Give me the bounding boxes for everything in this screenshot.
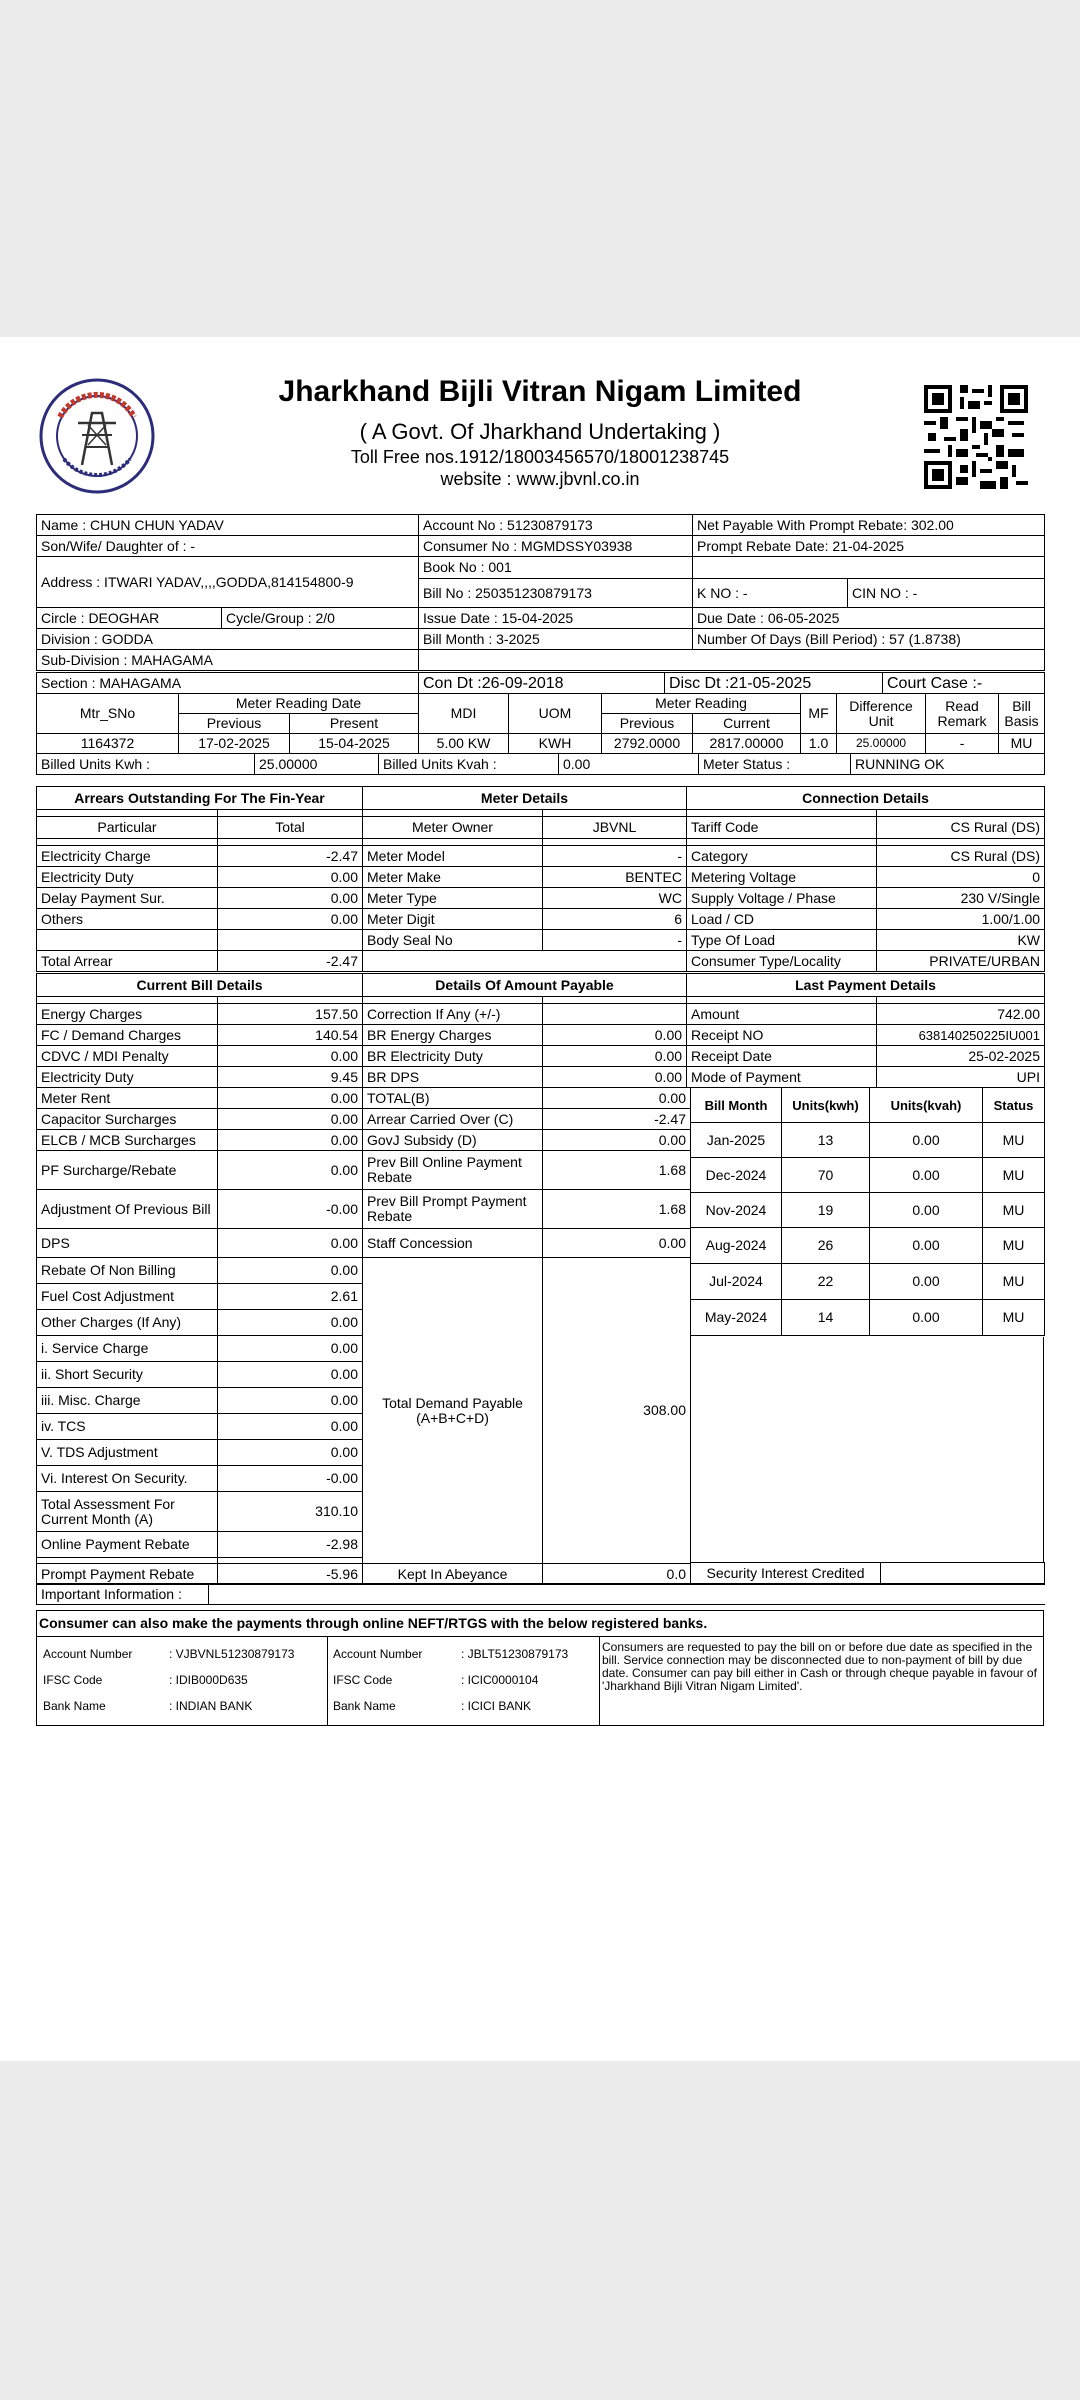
empty-cell <box>363 951 687 972</box>
meter-detail-label: Meter Make <box>363 867 543 888</box>
arrear-label: Electricity Charge <box>37 846 218 867</box>
history-month: Dec-2024 <box>691 1158 782 1193</box>
account-number: : JBLT51230879173 <box>461 1646 569 1661</box>
payable-label: BR Electricity Duty <box>363 1046 543 1067</box>
bill-item-label: Vi. Interest On Security. <box>37 1466 218 1492</box>
empty-cell <box>693 557 1045 579</box>
history-status: MU <box>983 1300 1045 1336</box>
current-reading: 2817.00000 <box>693 734 801 754</box>
total-arrear-value: -2.47 <box>218 951 363 972</box>
circle: Circle : DEOGHAR <box>37 608 222 629</box>
company-title: Jharkhand Bijli Vitran Nigam Limited <box>278 375 802 408</box>
bill-item-label: Other Charges (If Any) <box>37 1310 218 1336</box>
connection-value: 230 V/Single <box>877 888 1045 909</box>
history-row <box>691 1193 1045 1228</box>
divider <box>37 1636 1043 1637</box>
arrear-value <box>218 930 363 951</box>
important-info-label: Important Information : <box>37 1584 209 1605</box>
ifsc-code: : ICIC0000104 <box>461 1672 539 1687</box>
account-number: : VJBVNL51230879173 <box>169 1646 295 1661</box>
history-status: MU <box>983 1264 1045 1300</box>
division: Division : GODDA <box>37 629 419 650</box>
history-kwh-header: Units(kwh) <box>782 1088 870 1123</box>
meter-detail-label: Meter Model <box>363 846 543 867</box>
bank-2-details <box>329 1641 597 1719</box>
section-row-table <box>36 672 1045 694</box>
meter-detail-label: Body Seal No <box>363 930 543 951</box>
connection-value: KW <box>877 930 1045 951</box>
bank-1-details <box>39 1641 325 1719</box>
tariff-code-value: CS Rural (DS) <box>877 817 1045 839</box>
payable-value: -2.47 <box>543 1109 691 1130</box>
neft-notice: Consumer can also make the payments through online NEFT/RTGS with the below registered banks. <box>39 1615 708 1631</box>
bank-details-box <box>36 1610 1044 1726</box>
consumer-type-value: PRIVATE/URBAN <box>877 951 1045 972</box>
history-status-header: Status <box>983 1088 1045 1123</box>
payable-value: 0.00 <box>543 1025 687 1046</box>
bill-item-label: V. TDS Adjustment <box>37 1440 218 1466</box>
cin-no: CIN NO : - <box>848 579 1045 608</box>
present-reading-date: 15-04-2025 <box>290 734 419 754</box>
bill-item-label: Energy Charges <box>37 1004 218 1025</box>
meter-detail-value: WC <box>543 888 687 909</box>
bill-item-value: 140.54 <box>218 1025 363 1046</box>
arrear-label: Others <box>37 909 218 930</box>
total-demand-value: 308.00 <box>543 1258 691 1564</box>
bill-item-value: 0.00 <box>218 1088 363 1109</box>
important-info-value <box>209 1584 1045 1605</box>
bill-item-value: -0.00 <box>218 1466 363 1492</box>
bill-item-label: DPS <box>37 1229 218 1258</box>
prompt-rebate-value: -5.96 <box>218 1564 363 1585</box>
payable-value <box>543 1004 687 1025</box>
history-row <box>691 1228 1045 1264</box>
history-kvah: 0.00 <box>870 1264 983 1300</box>
last-payment-value: 25-02-2025 <box>877 1046 1045 1067</box>
connection-label: Load / CD <box>687 909 877 930</box>
ifsc-label: IFSC Code <box>43 1672 103 1687</box>
connection-value: 0 <box>877 867 1045 888</box>
bill-month: Bill Month : 3-2025 <box>419 629 693 650</box>
arrears-meter-connection-table <box>36 786 1045 972</box>
history-kvah: 0.00 <box>870 1158 983 1193</box>
consumer-no: Consumer No : MGMDSSY03938 <box>419 536 693 557</box>
read-remark-header: Read Remark <box>926 694 999 734</box>
arrear-label: Electricity Duty <box>37 867 218 888</box>
previous-reading-date: 17-02-2025 <box>179 734 290 754</box>
payable-value: 0.00 <box>543 1229 691 1258</box>
billed-kwh-label: Billed Units Kwh : <box>37 754 255 775</box>
payable-label: Prev Bill Online Payment Rebate <box>363 1151 543 1190</box>
bill-item-label: ii. Short Security <box>37 1362 218 1388</box>
connection-value: CS Rural (DS) <box>877 846 1045 867</box>
difference-unit-header: Difference Unit <box>837 694 926 734</box>
payable-value: 0.00 <box>543 1130 691 1151</box>
bill-days: Number Of Days (Bill Period) : 57 (1.8738) <box>693 629 1045 650</box>
history-row <box>691 1300 1045 1336</box>
consumer-type-label: Consumer Type/Locality <box>687 951 877 972</box>
payable-value: 0.00 <box>543 1088 691 1109</box>
arrear-label: Delay Payment Sur. <box>37 888 218 909</box>
online-rebate-value: -2.98 <box>218 1532 363 1558</box>
empty-panel <box>690 1337 1044 1562</box>
payable-label: Arrear Carried Over (C) <box>363 1109 543 1130</box>
uom-value: KWH <box>509 734 602 754</box>
connection-value: 1.00/1.00 <box>877 909 1045 930</box>
mdi-header: MDI <box>419 694 509 734</box>
prompt-rebate-label: Prompt Payment Rebate <box>37 1564 218 1585</box>
mtr-sno-header: Mtr_SNo <box>37 694 179 734</box>
total-assessment-label: Total Assessment For Current Month (A) <box>37 1492 218 1532</box>
prompt-rebate-date: Prompt Rebate Date: 21-04-2025 <box>693 536 1045 557</box>
bill-item-label: CDVC / MDI Penalty <box>37 1046 218 1067</box>
bill-item-label: Electricity Duty <box>37 1067 218 1088</box>
meter-owner-label: Meter Owner <box>363 817 543 839</box>
connection-date: Con Dt :26-09-2018 <box>419 673 665 694</box>
meter-detail-value: 6 <box>543 909 687 930</box>
consumer-info-table <box>36 514 1045 671</box>
bank-name: : INDIAN BANK <box>169 1698 253 1713</box>
ifsc-label: IFSC Code <box>333 1672 393 1687</box>
meter-detail-label: Meter Type <box>363 888 543 909</box>
history-kvah: 0.00 <box>870 1193 983 1228</box>
issue-date: Issue Date : 15-04-2025 <box>419 608 693 629</box>
read-remark: - <box>926 734 999 754</box>
history-month: Aug-2024 <box>691 1228 782 1264</box>
history-row <box>691 1264 1045 1300</box>
ifsc-code: : IDIB000D635 <box>169 1672 248 1687</box>
history-kwh: 14 <box>782 1300 870 1336</box>
company-subtitle: ( A Govt. Of Jharkhand Undertaking ) <box>359 419 721 444</box>
billed-kvah-label: Billed Units Kvah : <box>379 754 559 775</box>
last-payment-label: Amount <box>687 1004 877 1025</box>
account-number-label: Account Number <box>333 1646 423 1661</box>
arrears-title: Arrears Outstanding For The Fin-Year <box>37 787 363 810</box>
abeyance-label: Kept In Abeyance <box>363 1564 543 1585</box>
history-kvah: 0.00 <box>870 1228 983 1264</box>
meter-details-title: Meter Details <box>363 787 687 810</box>
empty-cell <box>419 650 1045 671</box>
bill-basis: MU <box>999 734 1045 754</box>
arrear-value: 0.00 <box>218 867 363 888</box>
bill-item-label: PF Surcharge/Rebate <box>37 1151 218 1190</box>
history-row <box>691 1158 1045 1193</box>
history-month: Jan-2025 <box>691 1123 782 1158</box>
account-no: Account No : 51230879173 <box>419 515 693 536</box>
meter-reading-table <box>36 693 1045 754</box>
connection-label: Supply Voltage / Phase <box>687 888 877 909</box>
bill-item-value: 0.00 <box>218 1414 363 1440</box>
disconnection-date: Disc Dt :21-05-2025 <box>665 673 883 694</box>
bill-item-value: 0.00 <box>218 1229 363 1258</box>
bank-name: : ICICI BANK <box>461 1698 532 1713</box>
particular-header: Particular <box>37 817 218 839</box>
payable-label: Staff Concession <box>363 1229 543 1258</box>
total-demand-label: Total Demand Payable (A+B+C+D) <box>363 1258 543 1564</box>
arrear-value: 0.00 <box>218 909 363 930</box>
connection-details-title: Connection Details <box>687 787 1045 810</box>
history-kwh: 70 <box>782 1158 870 1193</box>
history-status: MU <box>983 1123 1045 1158</box>
last-payment-label: Mode of Payment <box>687 1067 877 1088</box>
payable-value: 0.00 <box>543 1067 687 1088</box>
history-row <box>691 1123 1045 1158</box>
history-status: MU <box>983 1228 1045 1264</box>
toll-free-numbers: Toll Free nos.1912/18003456570/18001238745 <box>350 447 730 467</box>
bill-item-value: 0.00 <box>218 1258 363 1284</box>
previous-reading: 2792.0000 <box>602 734 693 754</box>
history-status: MU <box>983 1193 1045 1228</box>
cur-reading-header: Current <box>693 714 801 734</box>
bill-item-value: 0.00 <box>218 1362 363 1388</box>
last-payment-value: UPI <box>877 1067 1045 1088</box>
amount-payable-title: Details Of Amount Payable <box>363 974 687 997</box>
k-no: K NO : - <box>693 579 848 608</box>
connection-label: Category <box>687 846 877 867</box>
meter-owner-value: JBVNL <box>543 817 687 839</box>
history-status: MU <box>983 1158 1045 1193</box>
arrear-label <box>37 930 218 951</box>
bank-name-label: Bank Name <box>333 1698 396 1713</box>
bill-item-value: -0.00 <box>218 1190 363 1229</box>
meter-detail-value: - <box>543 846 687 867</box>
current-bill-lower-table <box>36 1087 691 1585</box>
bill-item-value: 0.00 <box>218 1130 363 1151</box>
connection-label: Type Of Load <box>687 930 877 951</box>
company-website: website : www.jbvnl.co.in <box>440 469 640 489</box>
bill-item-label: Capacitor Surcharges <box>37 1109 218 1130</box>
payable-label: Correction If Any (+/-) <box>363 1004 543 1025</box>
connection-label: Metering Voltage <box>687 867 877 888</box>
difference-unit: 25.00000 <box>837 734 926 754</box>
payable-label: BR DPS <box>363 1067 543 1088</box>
prev-date-header: Previous <box>179 714 290 734</box>
history-kwh: 26 <box>782 1228 870 1264</box>
cycle-group: Cycle/Group : 2/0 <box>222 608 419 629</box>
bill-item-value: 0.00 <box>218 1151 363 1190</box>
bill-payable-lastpayment-table <box>36 973 1045 1088</box>
last-payment-label: Receipt NO <box>687 1025 877 1046</box>
bill-item-label: Meter Rent <box>37 1088 218 1109</box>
sub-division: Sub-Division : MAHAGAMA <box>37 650 419 671</box>
mf-value: 1.0 <box>801 734 837 754</box>
bill-item-label: iii. Misc. Charge <box>37 1388 218 1414</box>
mf-header: MF <box>801 694 837 734</box>
billed-kvah: 0.00 <box>559 754 699 775</box>
bill-basis-header: Bill Basis <box>999 694 1045 734</box>
uom-header: UOM <box>509 694 602 734</box>
payable-value: 0.00 <box>543 1046 687 1067</box>
bill-item-value: 157.50 <box>218 1004 363 1025</box>
consumer-name: Name : CHUN CHUN YADAV <box>37 515 419 536</box>
history-kwh: 22 <box>782 1264 870 1300</box>
security-interest-value <box>881 1563 1045 1585</box>
book-no: Book No : 001 <box>419 557 693 579</box>
bill-item-value: 0.00 <box>218 1046 363 1067</box>
security-interest-table <box>690 1562 1045 1585</box>
payable-label: GovJ Subsidy (D) <box>363 1130 543 1151</box>
bill-item-value: 0.00 <box>218 1388 363 1414</box>
consumption-history-table <box>690 1087 1045 1336</box>
payable-label: Prev Bill Prompt Payment Rebate <box>363 1190 543 1229</box>
account-number-label: Account Number <box>43 1646 133 1661</box>
bill-item-value: 0.00 <box>218 1109 363 1130</box>
history-kvah: 0.00 <box>870 1123 983 1158</box>
arrear-value: 0.00 <box>218 888 363 909</box>
payable-label: BR Energy Charges <box>363 1025 543 1046</box>
important-info-table <box>36 1583 1045 1605</box>
payable-value: 1.68 <box>543 1151 691 1190</box>
history-month: Jul-2024 <box>691 1264 782 1300</box>
last-payment-value: 742.00 <box>877 1004 1045 1025</box>
abeyance-value: 0.0 <box>543 1564 691 1585</box>
payment-advisory: Consumers are requested to pay the bill on or before due date as specified in the bill. Service connection may be disconnected due to non-payment of bill by due date. Consumer can pay bill either in Cash or through cheque payable in favour of 'Jharkhand Bijli Vitran Nigam Limited'. <box>602 1640 1037 1693</box>
bill-item-value: 0.00 <box>218 1440 363 1466</box>
pres-date-header: Present <box>290 714 419 734</box>
payable-label: TOTAL(B) <box>363 1088 543 1109</box>
bill-no: Bill No : 250351230879173 <box>419 579 693 608</box>
meter-status-label: Meter Status : <box>699 754 851 775</box>
mdi-value: 5.00 KW <box>419 734 509 754</box>
last-payment-label: Receipt Date <box>687 1046 877 1067</box>
payable-value: 1.68 <box>543 1190 691 1229</box>
total-header: Total <box>218 817 363 839</box>
net-payable: Net Payable With Prompt Rebate: 302.00 <box>693 515 1045 536</box>
court-case: Court Case :- <box>883 673 1045 694</box>
bill-item-label: ELCB / MCB Surcharges <box>37 1130 218 1151</box>
due-date: Due Date : 06-05-2025 <box>693 608 1045 629</box>
total-assessment-value: 310.10 <box>218 1492 363 1532</box>
history-month: Nov-2024 <box>691 1193 782 1228</box>
bill-item-label: Rebate Of Non Billing <box>37 1258 218 1284</box>
bill-document <box>0 337 1080 2061</box>
section: Section : MAHAGAMA <box>37 673 419 694</box>
current-bill-title: Current Bill Details <box>37 974 363 997</box>
last-payment-title: Last Payment Details <box>687 974 1045 997</box>
bill-item-value: 9.45 <box>218 1067 363 1088</box>
bill-item-value: 0.00 <box>218 1336 363 1362</box>
bill-item-label: iv. TCS <box>37 1414 218 1440</box>
history-kvah-header: Units(kvah) <box>870 1088 983 1123</box>
divider <box>327 1637 328 1725</box>
history-kwh: 13 <box>782 1123 870 1158</box>
bill-item-label: Adjustment Of Previous Bill <box>37 1190 218 1229</box>
bank-name-label: Bank Name <box>43 1698 106 1713</box>
online-rebate-label: Online Payment Rebate <box>37 1532 218 1558</box>
arrear-value: -2.47 <box>218 846 363 867</box>
security-interest-label: Security Interest Credited <box>691 1563 881 1585</box>
address: Address : ITWARI YADAV,,,,GODDA,814154800-9 <box>37 557 419 608</box>
prev-reading-header: Previous <box>602 714 693 734</box>
meter-detail-label: Meter Digit <box>363 909 543 930</box>
meter-status: RUNNING OK <box>851 754 1045 775</box>
bill-item-value: 0.00 <box>218 1310 363 1336</box>
bill-item-value: 2.61 <box>218 1284 363 1310</box>
billed-units-table <box>36 753 1045 775</box>
meter-detail-value: - <box>543 930 687 951</box>
tariff-code-label: Tariff Code <box>687 817 877 839</box>
divider <box>599 1637 600 1725</box>
history-kwh: 19 <box>782 1193 870 1228</box>
bill-item-label: FC / Demand Charges <box>37 1025 218 1046</box>
meter-detail-value: BENTEC <box>543 867 687 888</box>
billed-kwh: 25.00000 <box>255 754 379 775</box>
relation: Son/Wife/ Daughter of : - <box>37 536 419 557</box>
meter-reading-header: Meter Reading <box>602 694 801 714</box>
bill-item-label: Fuel Cost Adjustment <box>37 1284 218 1310</box>
reading-date-header: Meter Reading Date <box>179 694 419 714</box>
receipt-no-value: 638140250225IU001 <box>877 1025 1045 1046</box>
qr-code-icon <box>924 385 1028 489</box>
history-kvah: 0.00 <box>870 1300 983 1336</box>
bill-item-label: i. Service Charge <box>37 1336 218 1362</box>
meter-serial-no: 1164372 <box>37 734 179 754</box>
history-month: May-2024 <box>691 1300 782 1336</box>
history-month-header: Bill Month <box>691 1088 782 1123</box>
total-arrear-label: Total Arrear <box>37 951 218 972</box>
